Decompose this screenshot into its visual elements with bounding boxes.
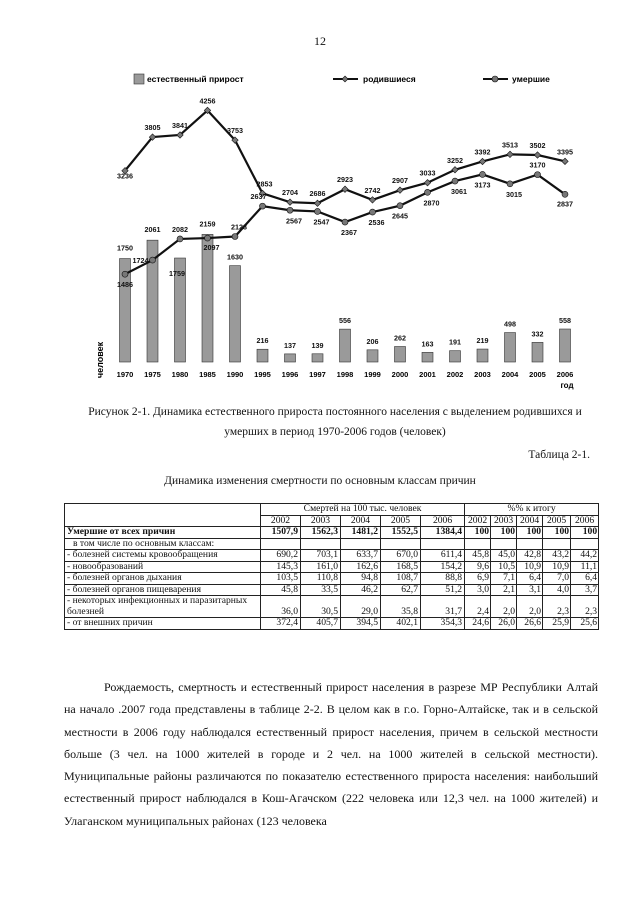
x-tick-1990: 1990 xyxy=(226,370,244,379)
rate-cell: 372,4 xyxy=(261,618,301,630)
birth-label-1985: 4256 xyxy=(199,96,216,106)
pct-year-header-2006: 2006 xyxy=(571,515,599,527)
pct-cell: 42,8 xyxy=(517,550,543,562)
birth-point-2006 xyxy=(562,158,568,164)
rate-cell: 633,7 xyxy=(341,550,381,562)
bar-label-2001: 163 xyxy=(421,339,434,349)
x-tick-1975: 1975 xyxy=(144,370,161,379)
legend-deaths-marker xyxy=(492,76,498,82)
x-tick-2001: 2001 xyxy=(419,370,436,379)
death-point-1975 xyxy=(150,257,156,263)
pct-cell: 4,0 xyxy=(543,584,571,596)
death-point-2005 xyxy=(535,172,541,178)
x-tick-1997: 1997 xyxy=(309,370,326,379)
row-label: в том числе по основным классам: xyxy=(65,538,261,550)
bar-label-1998: 556 xyxy=(339,316,351,326)
birth-point-2003 xyxy=(479,158,485,164)
birth-point-1996 xyxy=(287,199,293,205)
bar-label-2005: 332 xyxy=(531,329,544,339)
rate-cell: 690,2 xyxy=(261,550,301,562)
mortality-table xyxy=(64,503,599,630)
table-corner-cell xyxy=(65,504,261,527)
bar-label-1996: 137 xyxy=(284,340,296,350)
rate-cell: 62,7 xyxy=(381,584,421,596)
table-number: Таблица 2-1. xyxy=(528,449,590,461)
pct-group-header: %% к итогу xyxy=(465,504,599,516)
pct-cell: 6,9 xyxy=(465,573,491,585)
death-label-1980: 2082 xyxy=(172,224,188,234)
death-label-2005: 3170 xyxy=(529,160,546,170)
year-header-2002: 2002 xyxy=(261,515,301,527)
table-body xyxy=(65,527,599,630)
death-label-1998: 2367 xyxy=(341,228,357,238)
rate-cell: 108,7 xyxy=(381,573,421,585)
death-label-1970: 1486 xyxy=(117,280,133,290)
death-label-2000: 2645 xyxy=(392,211,408,221)
chart-legend xyxy=(134,74,550,84)
bar-label-2003: 219 xyxy=(476,336,489,346)
bar-1999 xyxy=(367,350,378,362)
birth-point-2005 xyxy=(534,152,540,158)
pct-cell: 100 xyxy=(543,527,571,539)
x-tick-1970: 1970 xyxy=(116,370,134,379)
pct-cell: 2,3 xyxy=(543,596,571,618)
legend-bar-swatch xyxy=(134,74,144,84)
bar-label-1999: 206 xyxy=(366,336,379,346)
pct-year-header-2005: 2005 xyxy=(543,515,571,527)
rate-cell: 1552,5 xyxy=(381,527,421,539)
year-header-2003: 2003 xyxy=(301,515,341,527)
rate-cell: 31,7 xyxy=(421,596,465,618)
pct-cell: 100 xyxy=(491,527,517,539)
legend-bar-label: естественный прирост xyxy=(147,74,244,84)
pct-cell: 45,0 xyxy=(491,550,517,562)
x-tick-2004: 2004 xyxy=(501,370,519,379)
table-title: Динамика изменения смертности по основным классам причин xyxy=(164,475,476,487)
death-point-1996 xyxy=(287,207,293,213)
body-paragraph: Рождаемость, смертность и естественный прирост населения в разрезе МР Республики Алтай на начало .2007 года представлены в таблице 2-2. В целом как в г.о. Горно-Алтайске, так и в сельской местности в 2006 году наблюдался естественный прирост населения, причем в сельской местности больше (3 чел. на 1000 жителей в городе и 2 чел. на 1000 жителей в сельской местности). Муниципальные районы различаются по показателю естественного прироста населения: наибольший естественный прирост наблюдался в Кош-Агачском (222 человека или 12,3 чел. на 1000 жителей) и Улаганском муниципальных районах (123 человека xyxy=(64,680,598,828)
x-tick-2003: 2003 xyxy=(474,370,491,379)
pct-cell xyxy=(517,538,543,550)
pct-cell: 6,4 xyxy=(517,573,543,585)
pct-cell: 100 xyxy=(571,527,599,539)
death-point-1985 xyxy=(205,235,211,241)
bar-2001 xyxy=(422,352,433,362)
line-series xyxy=(122,107,568,277)
pct-cell: 24,6 xyxy=(465,618,491,630)
rate-cell: 1562,3 xyxy=(301,527,341,539)
death-point-2002 xyxy=(452,178,458,184)
bar-label-1975: 2061 xyxy=(144,225,161,235)
pct-cell: 2,1 xyxy=(491,584,517,596)
rate-cell: 154,2 xyxy=(421,561,465,573)
death-point-1995 xyxy=(260,203,266,209)
row-label: - некоторых инфекционных и паразитарных болезней xyxy=(65,596,261,618)
year-header-2006: 2006 xyxy=(421,515,465,527)
bar-2005 xyxy=(532,342,543,362)
birth-label-2002: 3252 xyxy=(447,155,463,165)
birth-label-1990: 3753 xyxy=(227,126,243,136)
rate-cell: 46,2 xyxy=(341,584,381,596)
bar-label-2000: 262 xyxy=(394,333,406,343)
rate-cell xyxy=(261,538,301,550)
bar-1995 xyxy=(257,349,268,362)
x-tick-2000: 2000 xyxy=(391,370,409,379)
bar-1998 xyxy=(340,329,351,362)
death-point-1999 xyxy=(370,209,376,215)
pct-year-header-2002: 2002 xyxy=(465,515,491,527)
pct-cell: 45,8 xyxy=(465,550,491,562)
birth-label-1980: 3841 xyxy=(172,120,188,130)
birth-label-1997: 2686 xyxy=(309,189,326,199)
bar-2002 xyxy=(450,351,461,362)
bar-label-1985: 2159 xyxy=(199,219,216,229)
table-row xyxy=(65,561,599,573)
birth-label-2000: 2907 xyxy=(392,176,408,186)
pct-cell xyxy=(543,538,571,550)
bar-series xyxy=(120,234,571,362)
bar-2006 xyxy=(560,329,571,362)
rate-cell xyxy=(421,538,465,550)
pct-cell: 7,1 xyxy=(491,573,517,585)
death-label-2003: 3173 xyxy=(474,180,491,190)
rate-cell: 1507,9 xyxy=(261,527,301,539)
bar-label-2006: 558 xyxy=(559,316,571,326)
birth-label-1999: 2742 xyxy=(364,185,381,195)
bar-2004 xyxy=(505,333,516,362)
pct-cell: 3,0 xyxy=(465,584,491,596)
pct-year-header-2004: 2004 xyxy=(517,515,543,527)
pct-cell: 2,4 xyxy=(465,596,491,618)
rate-cell: 703,1 xyxy=(301,550,341,562)
pct-cell: 9,6 xyxy=(465,561,491,573)
x-tick-1985: 1985 xyxy=(199,370,216,379)
bar-1985 xyxy=(202,234,213,362)
x-tick-2006: 2006 xyxy=(556,370,574,379)
rate-cell: 29,0 xyxy=(341,596,381,618)
row-label: - болезней системы кровообращения xyxy=(65,550,261,562)
death-point-2003 xyxy=(480,171,486,177)
rate-cell: 168,5 xyxy=(381,561,421,573)
pct-cell: 10,9 xyxy=(517,561,543,573)
death-label-2006: 2837 xyxy=(557,199,573,209)
pct-cell: 10,5 xyxy=(491,561,517,573)
rate-cell: 1481,2 xyxy=(341,527,381,539)
rate-cell: 405,7 xyxy=(301,618,341,630)
birth-label-1996: 2704 xyxy=(282,188,298,198)
table-row xyxy=(65,527,599,539)
pct-cell: 10,9 xyxy=(543,561,571,573)
rate-cell: 45,8 xyxy=(261,584,301,596)
pct-cell: 100 xyxy=(465,527,491,539)
bar-label-1990: 1630 xyxy=(227,252,243,262)
chart-ylabel: человек xyxy=(95,341,105,379)
bar-2000 xyxy=(395,347,406,362)
death-point-1970 xyxy=(122,271,128,277)
birth-label-2006: 3395 xyxy=(557,147,573,157)
rate-cell xyxy=(381,538,421,550)
chart-xlabel: год xyxy=(560,381,574,390)
birth-label-1998: 2923 xyxy=(337,175,353,185)
rate-cell: 110,8 xyxy=(301,573,341,585)
birth-point-1999 xyxy=(369,197,375,203)
pct-cell: 2,3 xyxy=(571,596,599,618)
x-tick-1998: 1998 xyxy=(336,370,354,379)
death-label-1975: 1724 xyxy=(132,256,149,266)
birth-point-2004 xyxy=(507,151,513,157)
bar-label-2004: 498 xyxy=(504,319,516,329)
death-label-2001: 2870 xyxy=(423,198,440,208)
death-label-2004: 3015 xyxy=(506,189,522,199)
bar-1996 xyxy=(285,354,296,362)
death-label-1996: 2567 xyxy=(286,216,302,226)
rate-cell xyxy=(301,538,341,550)
pct-cell: 26,6 xyxy=(517,618,543,630)
death-point-1997 xyxy=(315,208,321,214)
death-point-2000 xyxy=(397,203,403,209)
rate-cell: 35,8 xyxy=(381,596,421,618)
rate-cell xyxy=(341,538,381,550)
pct-cell: 2,0 xyxy=(517,596,543,618)
rate-cell: 670,0 xyxy=(381,550,421,562)
birth-label-2003: 3392 xyxy=(474,147,491,157)
pct-cell xyxy=(465,538,491,550)
x-tick-2002: 2002 xyxy=(446,370,464,379)
x-tick-2005: 2005 xyxy=(529,370,546,379)
pct-cell: 25,9 xyxy=(543,618,571,630)
pct-cell: 11,1 xyxy=(571,561,599,573)
rate-cell: 611,4 xyxy=(421,550,465,562)
pct-cell: 25,6 xyxy=(571,618,599,630)
birth-point-2000 xyxy=(397,187,403,193)
table-row xyxy=(65,538,599,550)
table-row xyxy=(65,596,599,618)
death-label-2002: 3061 xyxy=(451,187,467,197)
pct-cell: 3,7 xyxy=(571,584,599,596)
rate-cell: 161,0 xyxy=(301,561,341,573)
death-label-1995: 2637 xyxy=(250,192,267,202)
rate-cell: 33,5 xyxy=(301,584,341,596)
pct-cell xyxy=(571,538,599,550)
population-chart xyxy=(0,60,640,395)
pct-cell: 6,4 xyxy=(571,573,599,585)
death-label-1985: 2097 xyxy=(203,243,220,253)
pct-cell: 43,2 xyxy=(543,550,571,562)
death-point-2001 xyxy=(425,189,431,195)
table-group-header-row xyxy=(65,504,599,516)
death-label-1999: 2536 xyxy=(368,218,385,228)
bar-label-1970: 1750 xyxy=(117,243,133,253)
year-header-2004: 2004 xyxy=(341,515,381,527)
death-point-1998 xyxy=(342,219,348,225)
bar-label-2002: 191 xyxy=(449,337,461,347)
x-tick-1999: 1999 xyxy=(364,370,381,379)
row-label: - болезней органов дыхания xyxy=(65,573,261,585)
bar-2003 xyxy=(477,349,488,362)
death-point-2004 xyxy=(507,181,513,187)
rate-cell: 103,5 xyxy=(261,573,301,585)
birth-label-1975: 3805 xyxy=(144,123,161,133)
death-label-1997: 2547 xyxy=(313,217,330,227)
x-tick-labels xyxy=(117,370,574,379)
rate-cell: 30,5 xyxy=(301,596,341,618)
bar-label-1997: 139 xyxy=(311,340,324,350)
table-row xyxy=(65,584,599,596)
death-point-1980 xyxy=(177,236,183,242)
x-tick-1980: 1980 xyxy=(171,370,189,379)
year-header-2005: 2005 xyxy=(381,515,421,527)
rate-cell: 354,3 xyxy=(421,618,465,630)
bar-1990 xyxy=(230,266,241,362)
rate-cell: 51,2 xyxy=(421,584,465,596)
figure-caption: Рисунок 2-1. Динамика естественного прироста постоянного населения с выделением родившихся и умерших в период 1970-2006 годов (человек) xyxy=(88,406,582,438)
row-label: Умершие от всех причин xyxy=(65,527,261,539)
death-label-1990: 2123 xyxy=(231,222,247,232)
birth-label-1970: 3236 xyxy=(117,171,133,181)
table-row xyxy=(65,618,599,630)
rate-group-header: Смертей на 100 тыс. человек xyxy=(261,504,465,516)
death-point-1990 xyxy=(232,234,238,240)
rate-cell: 36,0 xyxy=(261,596,301,618)
rate-cell: 88,8 xyxy=(421,573,465,585)
rate-cell: 162,6 xyxy=(341,561,381,573)
pct-cell: 7,0 xyxy=(543,573,571,585)
birth-label-2004: 3513 xyxy=(502,140,518,150)
rate-cell: 1384,4 xyxy=(421,527,465,539)
legend-deaths-label: умершие xyxy=(512,74,550,84)
pct-cell: 3,1 xyxy=(517,584,543,596)
row-label: - от внешних причин xyxy=(65,618,261,630)
x-tick-1996: 1996 xyxy=(281,370,299,379)
birth-label-1995: 2853 xyxy=(256,179,273,189)
table-row xyxy=(65,573,599,585)
death-point-2006 xyxy=(562,191,568,197)
row-label: - болезней органов пищеварения xyxy=(65,584,261,596)
bar-label-1995: 216 xyxy=(256,336,269,346)
rate-cell: 402,1 xyxy=(381,618,421,630)
pct-year-header-2003: 2003 xyxy=(491,515,517,527)
pct-cell: 100 xyxy=(517,527,543,539)
birth-label-2005: 3502 xyxy=(529,140,546,150)
legend-births-marker xyxy=(342,76,348,82)
birth-label-2001: 3033 xyxy=(419,168,436,178)
rate-cell: 94,8 xyxy=(341,573,381,585)
row-label: - новообразований xyxy=(65,561,261,573)
pct-cell xyxy=(491,538,517,550)
pct-cell: 44,2 xyxy=(571,550,599,562)
bar-1997 xyxy=(312,354,323,362)
page-number: 12 xyxy=(314,34,326,48)
pct-cell: 26,0 xyxy=(491,618,517,630)
table-row xyxy=(65,550,599,562)
rate-cell: 145,3 xyxy=(261,561,301,573)
pct-cell: 2,0 xyxy=(491,596,517,618)
legend-births-label: родившиеся xyxy=(363,74,416,84)
x-tick-1995: 1995 xyxy=(254,370,271,379)
rate-cell: 394,5 xyxy=(341,618,381,630)
bar-label-1980: 1759 xyxy=(169,269,185,279)
